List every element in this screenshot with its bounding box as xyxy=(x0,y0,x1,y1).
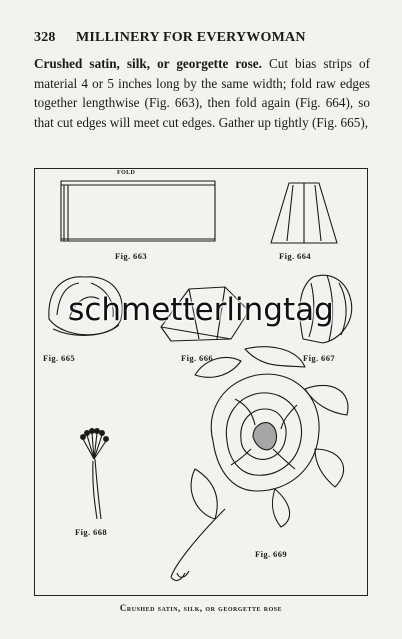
fig-665-caption: Fig. 665 xyxy=(43,353,76,363)
fig-667-caption: Fig. 667 xyxy=(303,353,336,363)
fig-669-drawing xyxy=(171,347,348,581)
paragraph-lead: Crushed satin, silk, or georgette rose. xyxy=(34,56,262,71)
fig-663-drawing xyxy=(61,181,215,241)
fig-668-drawing xyxy=(81,429,109,519)
watermark-text: schmetterlingtag xyxy=(68,292,334,328)
running-header xyxy=(34,30,374,50)
body-paragraph xyxy=(34,54,370,132)
fig-668-caption: Fig. 668 xyxy=(75,527,108,537)
page-number: 328 xyxy=(34,30,56,45)
plate-caption: Crushed satin, silk, or georgette rose xyxy=(119,603,283,613)
fig-666-caption: Fig. 666 xyxy=(181,353,214,363)
fig-669-caption: Fig. 669 xyxy=(255,549,288,559)
fig-664-drawing xyxy=(271,183,337,243)
fold-label: FOLD xyxy=(117,170,136,176)
running-title: MILLINERY FOR EVERYWOMAN xyxy=(76,30,306,45)
fig-664-caption: Fig. 664 xyxy=(279,251,312,261)
figure-plate xyxy=(34,168,368,596)
fig-663-caption: Fig. 663 xyxy=(115,251,148,261)
paragraph-text: Cut bias strips of material 4 or 5 inches long by the same width; fold raw edges together lengthwise (Fig. 663), then fold again (Fig. 664), so that cut edges will meet cut edges. Gather up tightly (Fig. 665), xyxy=(34,56,370,130)
